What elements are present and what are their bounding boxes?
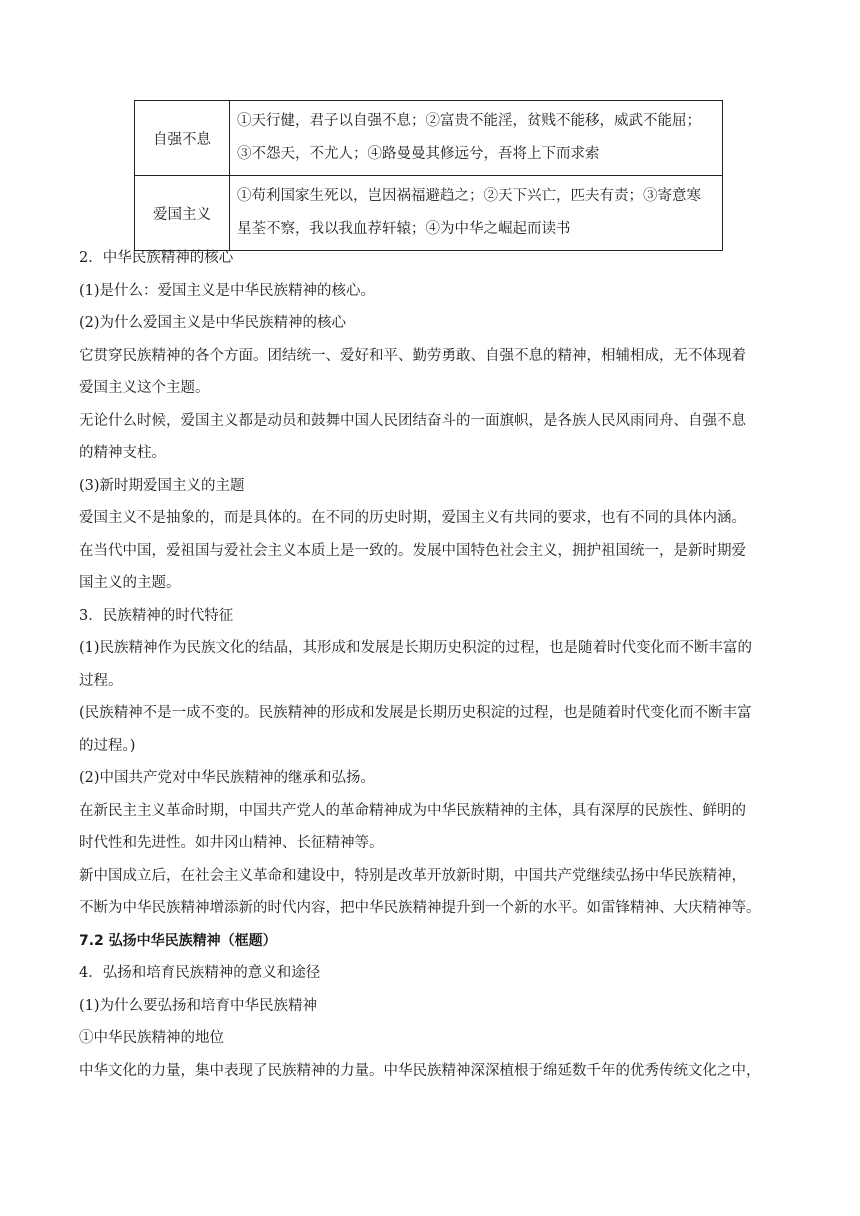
chapter-heading: 7.2 弘扬中华民族精神（框题） [79, 932, 277, 949]
table-row-content [230, 101, 723, 176]
table-line: ①苟利国家生死以，岂因祸福避趋之；②天下兴亡，匹夫有责；③寄意寒 [237, 188, 701, 204]
subsection-heading: (2)为什么爱国主义是中华民族精神的核心 [79, 315, 347, 331]
paragraph-line: 不断为中华民族精神增添新的时代内容，把中华民族精神提升到一个新的水平。如雷锋精神、大庆精神等。 [79, 900, 761, 916]
paragraph-line: 爱国主义不是抽象的，而是具体的。在不同的历史时期，爱国主义有共同的要求，也有不同的具体内涵。 [79, 510, 746, 526]
subsection-heading: (1)为什么要弘扬和培育中华民族精神 [79, 997, 318, 1014]
paragraph-line: 在当代中国，爱祖国与爱社会主义本质上是一致的。发展中国特色社会主义，拥护祖国统一，是新时期爱 [79, 542, 746, 559]
paragraph-line: (民族精神不是一成不变的。民族精神的形成和发展是长期历史积淀的过程，也是随着时代变化而不断丰富 [79, 705, 752, 721]
subsection-heading: ①中华民族精神的地位 [79, 1030, 224, 1046]
paragraph-line: (1)民族精神作为民族文化的结晶，其形成和发展是长期历史积淀的过程，也是随着时代变化而不断丰富的 [79, 640, 753, 656]
section-heading: 2．中华民族精神的核心 [79, 250, 234, 266]
table-row-label: 爱国主义 [135, 176, 230, 251]
table-line: ③不怨天，不尤人；④路曼曼其修远兮，吾将上下而求索 [237, 146, 600, 162]
subsection-heading: (3)新时期爱国主义的主题 [79, 477, 245, 494]
paragraph-line: 的过程。) [79, 737, 136, 754]
paragraph-line: 在新民主主义革命时期，中国共产党人的革命精神成为中华民族精神的主体，具有深厚的民族性、鲜明的 [79, 802, 746, 819]
paragraph-line: 它贯穿民族精神的各个方面。团结统一、爱好和平、勤劳勇敢、自强不息的精神，相辅相成，无不体现着 [79, 347, 746, 364]
table-row-label: 自强不息 [135, 101, 230, 176]
quotes-table [134, 100, 723, 251]
table-line: ①天行健，君子以自强不息；②富贵不能淫，贫贱不能移，威武不能屈； [237, 113, 701, 129]
paragraph-line: 过程。 [79, 672, 123, 689]
paragraph-line: 无论什么时候，爱国主义都是动员和鼓舞中国人民团结奋斗的一面旗帜，是各族人民风雨同舟、自强不息 [79, 412, 746, 429]
subsection-heading: (1)是什么：爱国主义是中华民族精神的核心。 [79, 282, 376, 299]
table-row [135, 176, 723, 251]
paragraph-line: 的精神支柱。 [79, 445, 166, 461]
section-heading: 4．弘扬和培育民族精神的意义和途径 [79, 965, 321, 981]
paragraph-line: 中华文化的力量，集中表现了民族精神的力量。中华民族精神深深植根于绵延数千年的优秀传统文化之中， [79, 1062, 761, 1079]
table-row-content [230, 176, 723, 251]
table-row [135, 101, 723, 176]
subsection-heading: (2)中国共产党对中华民族精神的继承和弘扬。 [79, 770, 376, 786]
table-line: 星荃不察，我以我血荐轩辕；④为中华之崛起而读书 [237, 221, 571, 237]
paragraph-line: 国主义的主题。 [79, 575, 181, 591]
document-body [79, 242, 785, 1087]
paragraph-line: 爱国主义这个主题。 [79, 380, 210, 396]
section-heading: 3．民族精神的时代特征 [79, 607, 234, 624]
paragraph-line: 时代性和先进性。如井冈山精神、长征精神等。 [79, 835, 384, 851]
paragraph-line: 新中国成立后，在社会主义革命和建设中，特别是改革开放新时期，中国共产党继续弘扬中华民族精神， [79, 867, 746, 884]
